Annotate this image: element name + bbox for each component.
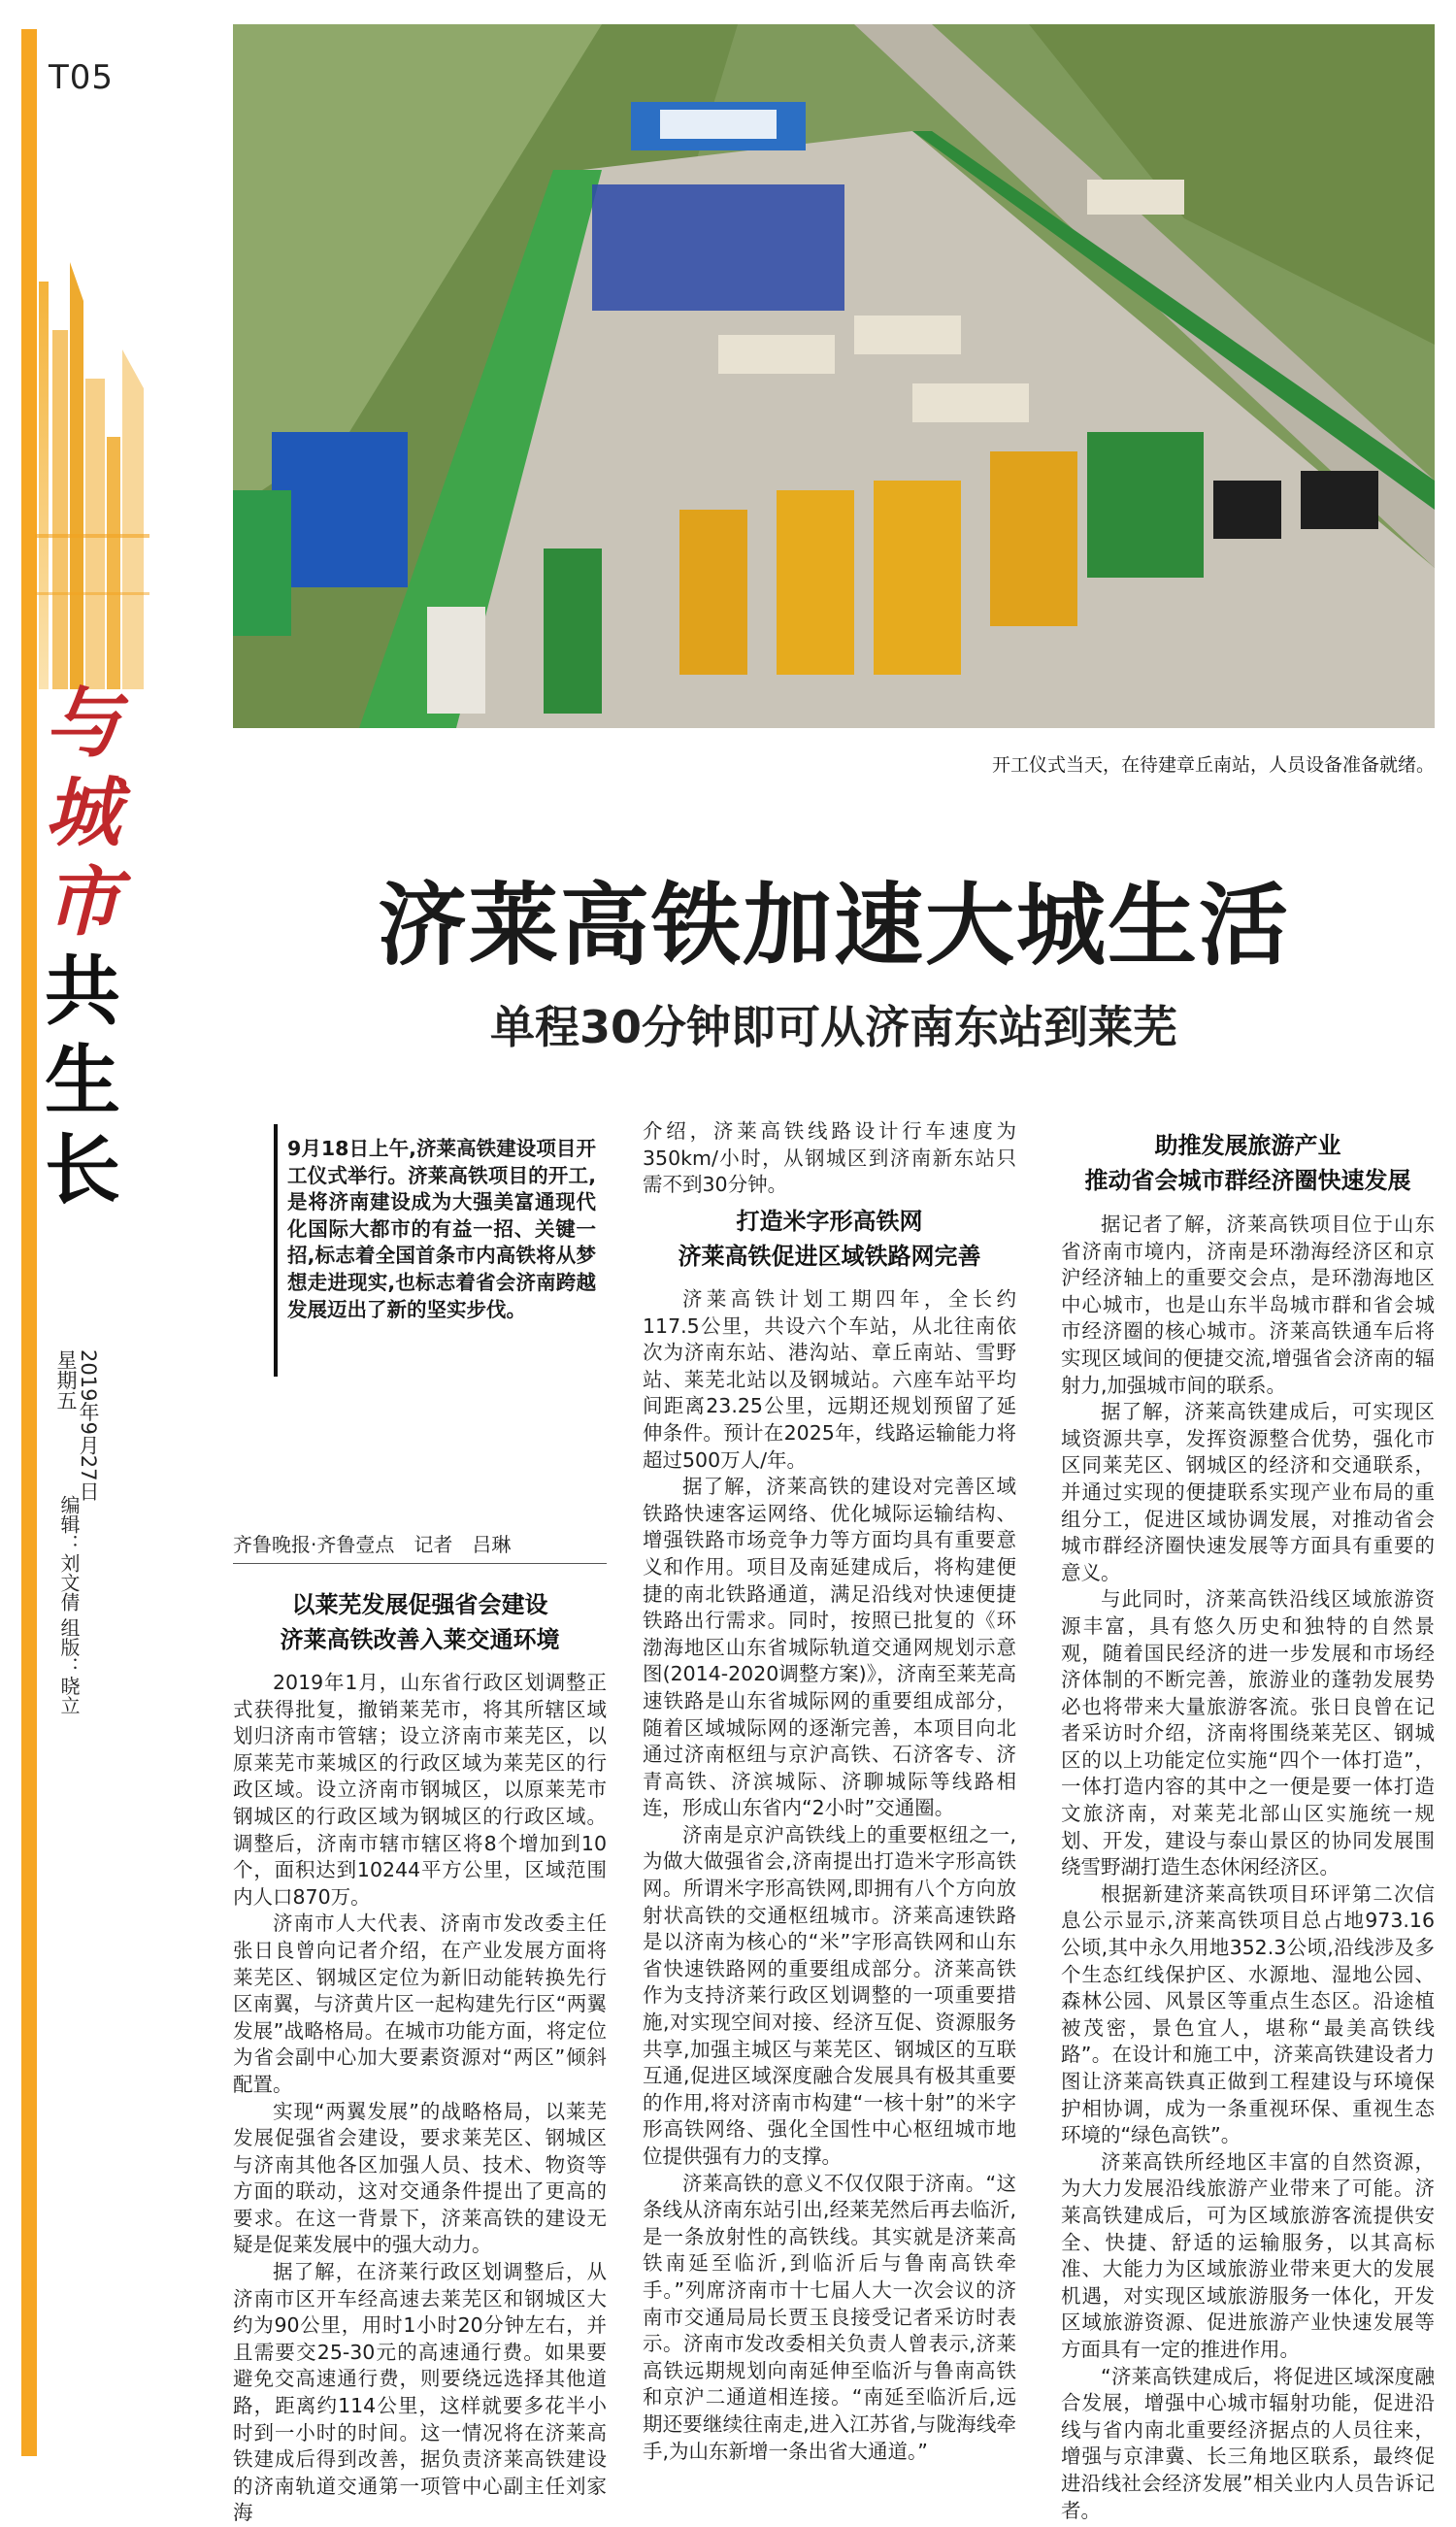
article-column-1 (233, 1670, 607, 2527)
lead-paragraph: 9月18日上午,济莱高铁建设项目开工仪式举行。济莱高铁项目的开工,是将济南建设成为大强美富通现代化国际大都市的有益一招、关键一招,标志着全国首条市内高铁将从梦想走进现实,也标志着省会济南跨越发展迈出了新的坚实步伐。 (287, 1137, 596, 1321)
column-title (39, 680, 126, 1215)
paragraph: 济莱高铁所经地区丰富的自然资源，为大力发展沿线旅游产业带来了可能。济莱高铁建成后，可为区域旅游客流提供安全、快捷、舒适的运输服务，以其高标准、大能力为区域旅游业带来更大的发展机遇，对实现区域旅游服务一体化，开发区域旅游资源、促进旅游产业快速发展等方面具有一定的推进作用。 (1061, 2149, 1435, 2361)
section-subhead: 助推发展旅游产业 推动省会城市群经济圈快速发展 (1084, 1132, 1411, 1194)
editor-name: 编辑：刘文倩 (57, 1495, 81, 1612)
paragraph: 据了解，济莱高铁建成后，可实现区域资源共享，发挥资源整合优势，强化市区同莱芜区、钢城区的经济和交通联系，并通过实现的便捷联系实现产业布局的重组分工，促进区域协调发展，对推动省会城市群经济圈快速发展等方面具有重要的意义。 (1061, 1400, 1435, 1584)
paragraph: 介绍，济莱高铁线路设计行车速度为350km/小时，从钢城区到济南新东站只需不到30分钟。 (643, 1119, 1016, 1197)
byline: 齐鲁晚报·齐鲁壹点 记者 吕琳 (233, 1529, 607, 1564)
article-column-2-continuation (643, 1118, 1016, 1199)
column-title-char: 共 (44, 948, 120, 1036)
page-number: T05 (49, 58, 115, 97)
paragraph: “济莱高铁建成后，将促进区域深度融合发展，增强中心城市辐射功能，促进沿线与省内南北重要经济据点的人员往来，增强与京津冀、长三角地区联系，最终促进沿线社会经济发展”相关业内人员告诉记者。 (1061, 2364, 1435, 2522)
column-title-char: 市 (44, 858, 120, 947)
column-title-char: 与 (44, 680, 120, 768)
article-column-3 (1061, 1212, 1435, 2524)
section-subhead: 以莱芜发展促强省会建设 济莱高铁改善入莱交通环境 (280, 1591, 560, 1653)
ceremony-aerial-photo (233, 24, 1435, 728)
paragraph: 济南是京沪高铁线上的重要枢纽之一,为做大做强省会,济南提出打造米字形高铁网。所谓米字形高铁网,即拥有八个方向放射状高铁的交通枢纽城市。济莱高速铁路是以济南为核心的“米”字形高铁网和山东省快速铁路网的重要组成部分。济莱高铁作为支持济莱行政区划调整的一项重要措施,对实现空间对接、经济互促、资源服务共享,加强主城区与莱芜区、钢城区的互联互通,促进区域深度融合发展具有极其重要的作用,将对济南市构建“一核十射”的米字形高铁网络、强化全国性中心枢纽城市地位提供强有力的支撑。 (643, 1822, 1016, 2168)
subheadline: 单程30分钟即可从济南东站到莱芜 (489, 1001, 1177, 1053)
issue-weekday: 星期五 (54, 1349, 78, 1411)
article-column-2 (643, 1286, 1016, 2465)
section-subhead: 打造米字形高铁网 济莱高铁促进区域铁路网完善 (678, 1208, 981, 1270)
paragraph: 济南市人大代表、济南市发改委主任张日良曾向记者介绍，在产业发展方面将莱芜区、钢城区定位为新旧动能转换先行区南翼，与济黄片区一起构建先行区“两翼发展”战略格局。在城市功能方面，将定位为省会副中心加大要素资源对“两区”倾斜配置。 (233, 1912, 607, 2096)
paragraph: 据了解，在济莱行政区划调整后，从济南市区开车经高速去莱芜区和钢城区大约为90公里，用时1小时20分钟左右，并且需要交25-30元的高速通行费。如果要避免交高速通行费，则要绕远选择其他道路，距离约114公里，这样就要多花半小时到一小时的时间。这一情况将在济莱高铁建成后得到改善，据负责济莱高铁建设的济南轨道交通第一项管中心副主任刘家海 (233, 2260, 607, 2525)
paragraph: 济莱高铁计划工期四年，全长约117.5公里，共设六个车站，从北往南依次为济南东站、港沟站、章丘南站、雪野站、莱芜北站以及钢城站。六座车站平均间距离23.25公里，远期还规划预留了延伸条件。预计在2025年，线路运输能力将超过500万人/年。 (643, 1287, 1016, 1472)
paragraph: 据记者了解，济莱高铁项目位于山东省济南市境内，济南是环渤海经济区和京沪经济轴上的重要交会点，是环渤海地区中心城市，也是山东半岛城市群和省会城市经济圈的核心城市。济莱高铁通车后将实现区域间的便捷交流,增强省会济南的辐射力,加强城市间的联系。 (1061, 1213, 1435, 1397)
paragraph: 根据新建济莱高铁项目环评第二次信息公示显示,济莱高铁项目总占地973.16公顷,其中永久用地352.3公顷,沿线涉及多个生态红线保护区、水源地、湿地公园、森林公园、风景区等重点生态区。沿途植被茂密，景色宜人，堪称“最美高铁线路”。在设计和施工中，济莱高铁建设者力图让济莱高铁真正做到工程建设与环境保护相协调，成为一条重视环保、重视生态环境的“绿色高铁”。 (1061, 1881, 1435, 2147)
paragraph: 济莱高铁的意义不仅仅限于济南。“这条线从济南东站引出,经莱芜然后再去临沂,是一条放射性的高铁线。其实就是济莱高铁南延至临沂,到临沂后与鲁南高铁牵手。”列席济南市十七届人大一次会议的济南市交通局局长贾玉良接受记者采访时表示。济南市发改委相关负责人曾表示,济莱高铁远期规划向南延伸至临沂与鲁南高铁和京沪二通道相连接。“南延至临沂后,远期还要继续往南走,进入江苏省,与陇海线牵手,为山东新增一条出省大通道。” (643, 2171, 1016, 2463)
headline: 济莱高铁加速大城生活 (377, 874, 1290, 978)
paragraph: 2019年1月，山东省行政区划调整正式获得批复，撤销莱芜市，将其所辖区域划归济南市管辖；设立济南市莱芜区，以原莱芜市莱城区的行政区域为莱芜区的行政区域。设立济南市钢城区，以原莱芜市钢城区的行政区域为钢城区的行政区域。调整后，济南市辖市辖区将8个增加到10个，面积达到10244平方公里，区域范围内人口870万。 (233, 1671, 607, 1909)
photo-caption: 开工仪式当天，在待建章丘南站，人员设备准备就绪。 (991, 754, 1435, 776)
skyline-graphic (27, 243, 153, 699)
paragraph: 据了解，济莱高铁的建设对完善区域铁路快速客运网络、优化城际运输结构、增强铁路市场竞争力等方面均具有重要意义和作用。项目及南延建成后，将构建便捷的南北铁路通道，满足沿线对快速便捷铁路出行需求。同时，按照已批复的《环渤海地区山东省城际轨道交通网规划示意图(2014-2020调整方案)》，济南至莱芜高速铁路是山东省城际网的重要组成部分，随着区域城际网的逐渐完善，本项目向北通过济南枢纽与京沪高铁、石济客专、济青高铁、济滨城际、济聊城际等线路相连，形成山东省内“2小时”交通圈。 (643, 1475, 1016, 1820)
paragraph: 实现“两翼发展”的战略格局，以莱芜发展促强省会建设，要求莱芜区、钢城区与济南其他各区加强人员、技术、物资等方面的联动，这对交通条件提出了更高的要求。在这一背景下，济莱高铁的建设无疑是促莱发展中的强大动力。 (233, 2099, 607, 2257)
paragraph: 与此同时，济莱高铁沿线区域旅游资源丰富，具有悠久历史和独特的自然景观，随着国民经济的进一步发展和市场经济体制的不断完善，旅游业的蓬勃发展势必也将带来大量旅游客流。张日良曾在记者采访时介绍，济南将围绕莱芜区、钢城区的以上功能定位实施“四个一体打造”，一体打造内容的其中之一便是要一体打造文旅济南，对莱芜北部山区实施统一规划、开发，建设与泰山景区的协同发展围绕雪野湖打造生态休闲经济区。 (1061, 1587, 1435, 1879)
column-title-char: 长 (44, 1126, 120, 1214)
column-title-char: 生 (44, 1037, 120, 1125)
issue-date: 2019年9月27日 (77, 1349, 100, 1502)
column-title-char: 城 (44, 769, 120, 857)
editor-credits (56, 1495, 82, 1714)
layout-editor-name: 组版：晓立 (57, 1617, 81, 1715)
